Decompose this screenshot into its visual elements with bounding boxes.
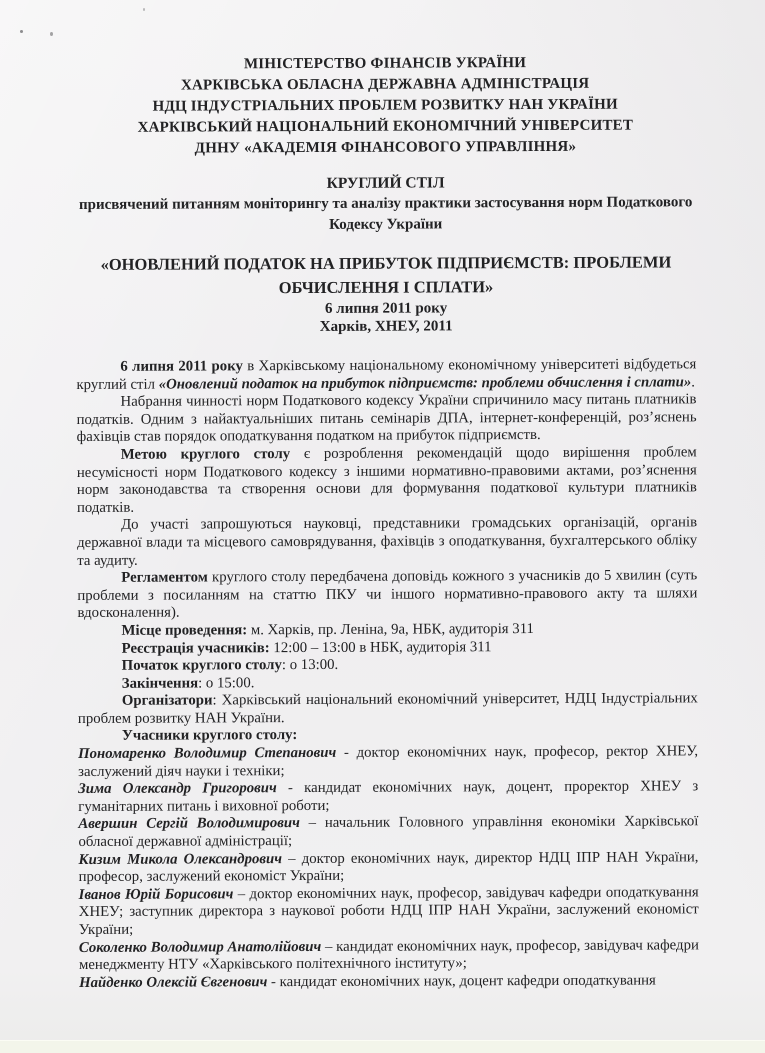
text-run: Місце проведення: — [121, 622, 248, 639]
org-name-line: ХАРКІВСЬКА ОБЛАСНА ДЕРЖАВНА АДМІНІСТРАЦІЯ — [180, 75, 590, 94]
text-run: . — [691, 373, 696, 390]
participant-entry — [79, 884, 699, 939]
event-title: «ОНОВЛЕНИЙ ПОДАТОК НА ПРИБУТОК ПІДПРИЄМСТВ: ПРОБЛЕМИ ОБЧИСЛЕННЯ І СПЛАТИ» — [100, 252, 672, 298]
event-date: 6 липня 2011 року — [324, 300, 448, 317]
participant-entry — [78, 814, 698, 852]
text-run: - доктор економічних наук, професор, ректор ХНЕУ, заслужений діяч науки і техніки; — [78, 743, 699, 780]
text-run: До участі запрошуються науковці, представники громадських організацій, органів державної влади та місцевого самоврядування, фахівців з оподаткування, бухгалтерського обліку та аудиту. — [77, 514, 698, 569]
org-name-line: НДЦ ІНДУСТРІАЛЬНИХ ПРОБЛЕМ РОЗВИТКУ НАН УКРАЇНИ — [152, 96, 618, 115]
text-run: Реєстрація учасників: — [121, 639, 270, 657]
text-run: Пономаренко Володимир Степанович — [78, 744, 337, 763]
text-run: м. Харків, пр. Леніна, 9а, НБК, аудиторія 311 — [247, 620, 534, 639]
text-run: Початок круглого столу — [121, 657, 282, 674]
body-paragraph-goal — [77, 444, 697, 517]
text-run: – кандидат економічних наук, професор, завідувач кафедри менеджменту НТУ «Харківського політехнічного інституту»; — [78, 936, 699, 974]
body-paragraph-rules — [77, 567, 697, 622]
event-subtitle: присвячений питанням моніторингу та аналізу практики застосування норм Податкового Кодексу України — [78, 194, 693, 233]
text-run: Регламентом — [121, 569, 208, 586]
text-run: Набрання чинності норм Податкового кодексу України спричинило масу питань платників податків. Одним з найактуальніших питань семінарів ДПА, інтернет-конференцій, роз’яснень фахівців став порядок оподаткування податком на прибуток підприємств. — [76, 391, 697, 446]
text-run: в Харківському національному економічному університеті відбудеться круглий стіл — [76, 356, 697, 393]
text-run: є розроблення рекомендацій щодо вирішення проблем несумісності норм Податкового кодексу з іншими нормативно-правовими актами, роз’яснення норм законодавства та створення основи для формування податкової культури платників податків. — [76, 444, 697, 516]
text-run: Іванов Юрій Борисович — [78, 886, 234, 903]
document-content — [75, 52, 699, 992]
org-header — [75, 52, 695, 160]
event-type-title: КРУГЛИЙ СТІЛ — [326, 174, 445, 192]
text-run: : о 13:00. — [281, 656, 339, 674]
text-run: Авершин Сергій Володимирович — [78, 815, 300, 833]
body-paragraph-invitees — [77, 515, 697, 570]
org-name-line: ДННУ «АКАДЕМІЯ ФІНАНСОВОГО УПРАВЛІННЯ» — [194, 138, 577, 157]
participant-entry — [79, 972, 699, 992]
scan-speck — [50, 32, 53, 36]
text-run: - кандидат економічних наук, доцент кафедри оподаткування — [267, 972, 656, 990]
participant-entry — [79, 937, 699, 975]
participant-entry — [78, 849, 698, 887]
text-run: – доктор економічних наук, професор, завідувач кафедри оподаткування ХНЕУ; заступник директора з наукової роботи НДЦ ІПР НАН України, заслужений економіст України; — [78, 884, 699, 938]
document-body — [76, 356, 699, 992]
text-run: Зима Олександр Григорович — [78, 780, 277, 798]
text-run: 6 липня 2011 року — [120, 358, 243, 375]
scan-speck — [20, 30, 23, 33]
text-run: : о 15:00. — [198, 674, 255, 692]
text-run: 12:00 – 13:00 в НБК, аудиторія 311 — [269, 638, 492, 656]
org-name-line: МІНІСТЕРСТВО ФІНАНСІВ УКРАЇНИ — [243, 55, 527, 73]
scan-speck — [143, 8, 145, 11]
text-run: Метою круглого столу — [120, 446, 291, 463]
organizers-line — [78, 691, 698, 729]
scan-edge-strip — [0, 1040, 765, 1053]
event-city-line: Харків, ХНЕУ, 2011 — [319, 318, 453, 335]
text-run: Організатори — [121, 692, 213, 710]
participant-entry — [78, 743, 698, 781]
text-run: Учасники круглого столу: — [121, 727, 298, 745]
text-run: круглого столу передбачена доповідь кожного з учасників до 5 хвилин (суть проблеми з посиланням на статтю ПКУ чи іншого нормативно-правового акту та шляхи вдосконалення). — [77, 567, 698, 622]
text-run: – начальник Головного управління економіки Харківської обласної державної адміністрації; — [78, 813, 699, 851]
text-run: – доктор економічних наук, директор НДЦ ІПР НАН України, професор, заслужений економіст України; — [78, 848, 699, 886]
body-paragraph-intro — [76, 356, 696, 394]
participant-entry — [78, 779, 698, 817]
org-name-line: ХАРКІВСЬКИЙ НАЦІОНАЛЬНИЙ ЕКОНОМІЧНИЙ УНІВЕРСИТЕТ — [137, 117, 634, 136]
text-run: Соколенко Володимир Анатолійович — [78, 938, 322, 956]
text-run: Найденко Олексій Євгенович — [79, 973, 268, 991]
text-run: Кизим Микола Олександрович — [78, 850, 282, 868]
text-run: «Оновлений податок на прибуток підприємств: проблеми обчислення і сплати» — [158, 373, 692, 393]
text-run: Закінчення — [121, 675, 199, 692]
body-paragraph-context — [76, 391, 696, 446]
text-run: - кандидат економічних наук, доцент, проректор ХНЕУ з гуманітарних питань і виховної роботи; — [78, 778, 699, 815]
text-run: : Харківський національний економічний університет, НДЦ Індустріальних проблем розвитку НАН України. — [77, 690, 698, 727]
